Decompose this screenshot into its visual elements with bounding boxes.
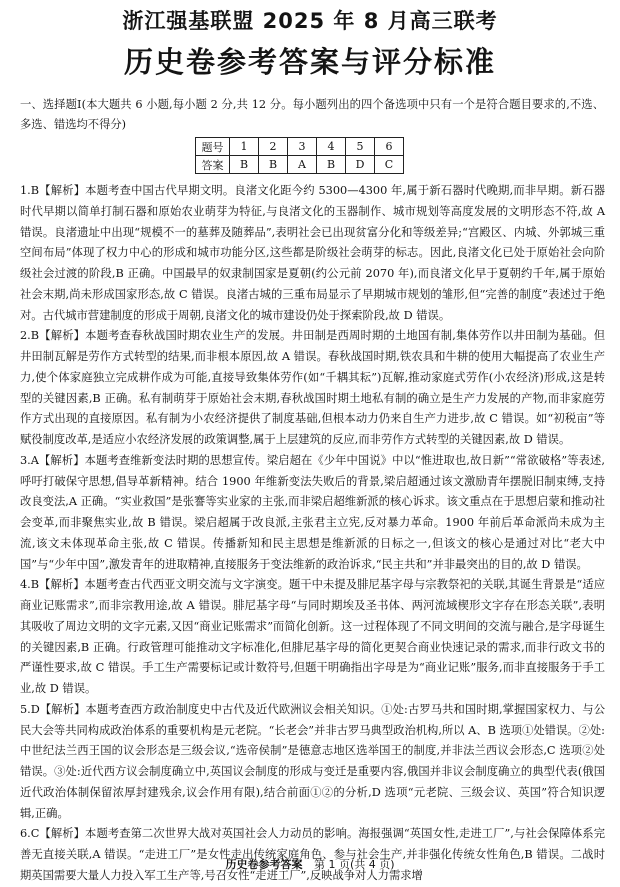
table-header-number: 题号	[196, 138, 230, 156]
table-cell-answer: A	[288, 156, 317, 174]
table-cell-answer: B	[230, 156, 259, 174]
answer-table-answer-row	[196, 156, 404, 174]
table-cell-answer: B	[317, 156, 346, 174]
explanation-item-6: 6.C【解析】本题考查第二次世界大战对英国社会人力动员的影响。海报强调“英国女性,走进工厂”,与社会保障体系完善无直接关联,A 错误。“走进工厂”是女性走出传统家庭角色、参与社会生产,并非强化传统女性角色,B 错误。二战时期英国需要大量人力投入军工生产等,号召女性“走进工厂”,反映战争对人力需求增	[20, 827, 605, 882]
table-cell-answer: B	[259, 156, 288, 174]
footer-document-name: 历史卷参考答案	[225, 858, 303, 871]
page-footer	[0, 856, 620, 872]
table-cell-number: 4	[317, 138, 346, 156]
explanation-item-1: 1.B【解析】本题考查中国古代早期文明。良渚文化距今约 5300—4300 年,属于新石器时代晚期,而非早期。新石器时代早期以简单打制石器和原始农业萌芽为特征,与良渚文化的玉器制作、城市规划等高度发展的文明形态不符,故 A 错误。良渚遗址中出现“规模不一的墓葬及随葬品”,表明社会已出现贫富分化和等级差异;“宫殿区、内城、外郭城三重空间布局”体现了权力中心的形成和城市功能分区,这些都是阶级社会萌芽的标志。因此,良渚文化已处于原始社会向阶级社会过渡的阶段,B 正确。中国最早的奴隶制国家是夏朝(约公元前 2070 年),而良渚文化早于夏朝约千年,属于原始社会末期,尚未形成国家形态,故 C 错误。良渚古城的三重布局显示了早期城市规划的雏形,但“完善的制度”表述过于绝对。古代城市营建制度的形成于周朝,良渚文化的城市建设仍处于探索阶段,故 D 错误。	[20, 184, 605, 322]
section-instruction: 一、选择题Ⅰ(本大题共 6 小题,每小题 2 分,共 12 分。每小题列出的四个备选项中只有一个是符合题目要求的,不选、多选、错选均不得分)	[20, 98, 604, 131]
table-cell-number: 5	[346, 138, 375, 156]
table-cell-number: 1	[230, 138, 259, 156]
table-header-answer: 答案	[196, 156, 230, 174]
explanation-item-2: 2.B【解析】本题考查春秋战国时期农业生产的发展。井田制是西周时期的土地国有制,集体劳作以井田制为基础。但井田制瓦解是劳作方式转型的结果,而非根本原因,故 A 错误。春秋战国时期,铁农具和牛耕的使用大幅提高了农业生产力,使个体家庭独立完成耕作成为可能,直接导致集体劳作(如“千耦其耘”)瓦解,推动家庭式劳作(小农经济)形成,这是转型的关键因素,B 正确。私有制萌芽于原始社会末期,春秋战国时期土地私有制的确立是生产力发展的产物,而非家庭劳作方式出现的直接原因。私有制为小农经济提供了制度基础,但根本动力仍来自生产力进步,故 C 错误。如“初税亩”等赋役制度改革,是适应小农经济发展的政策调整,属于上层建筑的反应,而非劳作方式转型的关键因素,故 D 错误。	[20, 329, 605, 446]
answer-table	[195, 137, 404, 174]
explanation-item-5: 5.D【解析】本题考查西方政治制度史中古代及近代欧洲议会相关知识。①处:古罗马共和国时期,掌握国家权力、与公民大会等共同构成政治体系的重要机构是元老院。“长老会”并非古罗马典型政治机构,所以 A、B 选项①处错误。②处:中世纪法兰西王国的议会形态是三级会议,“选帝侯制”是德意志地区选举国王的制度,并非法兰西议会形态,C 选项②处错误。③处:近代西方议会制度确立中,英国议会制度的形成与变迁是重要内容,俄国并非议会制度确立的典型代表(俄国近代政治体制保留浓厚封建残余,议会作用有限),结合前面①②的分析,D 选项“元老院、三级会议、英国”符合知识逻辑,正确。	[20, 702, 605, 820]
footer-page-number: 第 1 页(共 4 页)	[313, 858, 395, 871]
table-cell-number: 3	[288, 138, 317, 156]
explanations-list	[20, 181, 605, 887]
explanation-item-4: 4.B【解析】本题考查古代西亚文明交流与文字演变。题干中未提及腓尼基字母与宗教祭祀的关联,其诞生背景是“适应商业记账需求”,而非宗教用途,故 A 错误。腓尼基字母“与同时期埃及圣书体、两河流域楔形文字存在形态关联”,表明其吸收了周边文明的文字元素,又因“商业记账需求”而简化创新。这一过程体现了不同文明间的交流与融合,是字母诞生的关键因素,B 正确。行政管理可能推动文字标准化,但腓尼基字母的简化更契合商业快速记录的需求,而非行政文书的严谨性要求,故 C 错误。手工生产需要标记或计数符号,但题干明确指出字母是为“商业记账”服务,而非直接服务于手工业,故 D 错误。	[20, 578, 605, 695]
table-cell-answer: D	[346, 156, 375, 174]
document-title: 历史卷参考答案与评分标准	[123, 45, 496, 79]
table-cell-number: 6	[375, 138, 404, 156]
table-cell-answer: C	[375, 156, 404, 174]
explanation-item-3: 3.A【解析】本题考查维新变法时期的思想宣传。梁启超在《少年中国说》中以“惟进取也,故日新”“常欲破格”等表述,呼吁打破保守思想,倡导革新精神。结合 1900 年维新变法失败后的背景,梁启超通过该文激励青年摆脱旧制束缚,支持改良变法,A 正确。“实业救国”是张謇等实业家的主张,而非梁启超维新派的核心诉求。该文重点在于思想启蒙和推动社会变革,而非聚焦实业,故 B 错误。梁启超属于改良派,主张君主立宪,反对暴力革命。1900 年前后革命派尚未成为主流,该文未体现革命主张,故 C 错误。传播新知和民主思想是维新派的日标之一,但该文的核心是通过对比“老大中国”与“少年中国”,激发青年的进取精神,直接服务于变法维新的政治诉求,“民主共和”并非最突出的目的,故 D 错误。	[20, 453, 605, 571]
table-cell-number: 2	[259, 138, 288, 156]
answer-table-number-row	[196, 138, 404, 156]
exam-title: 浙江强基联盟 2025 年 8 月高三联考	[122, 9, 498, 33]
